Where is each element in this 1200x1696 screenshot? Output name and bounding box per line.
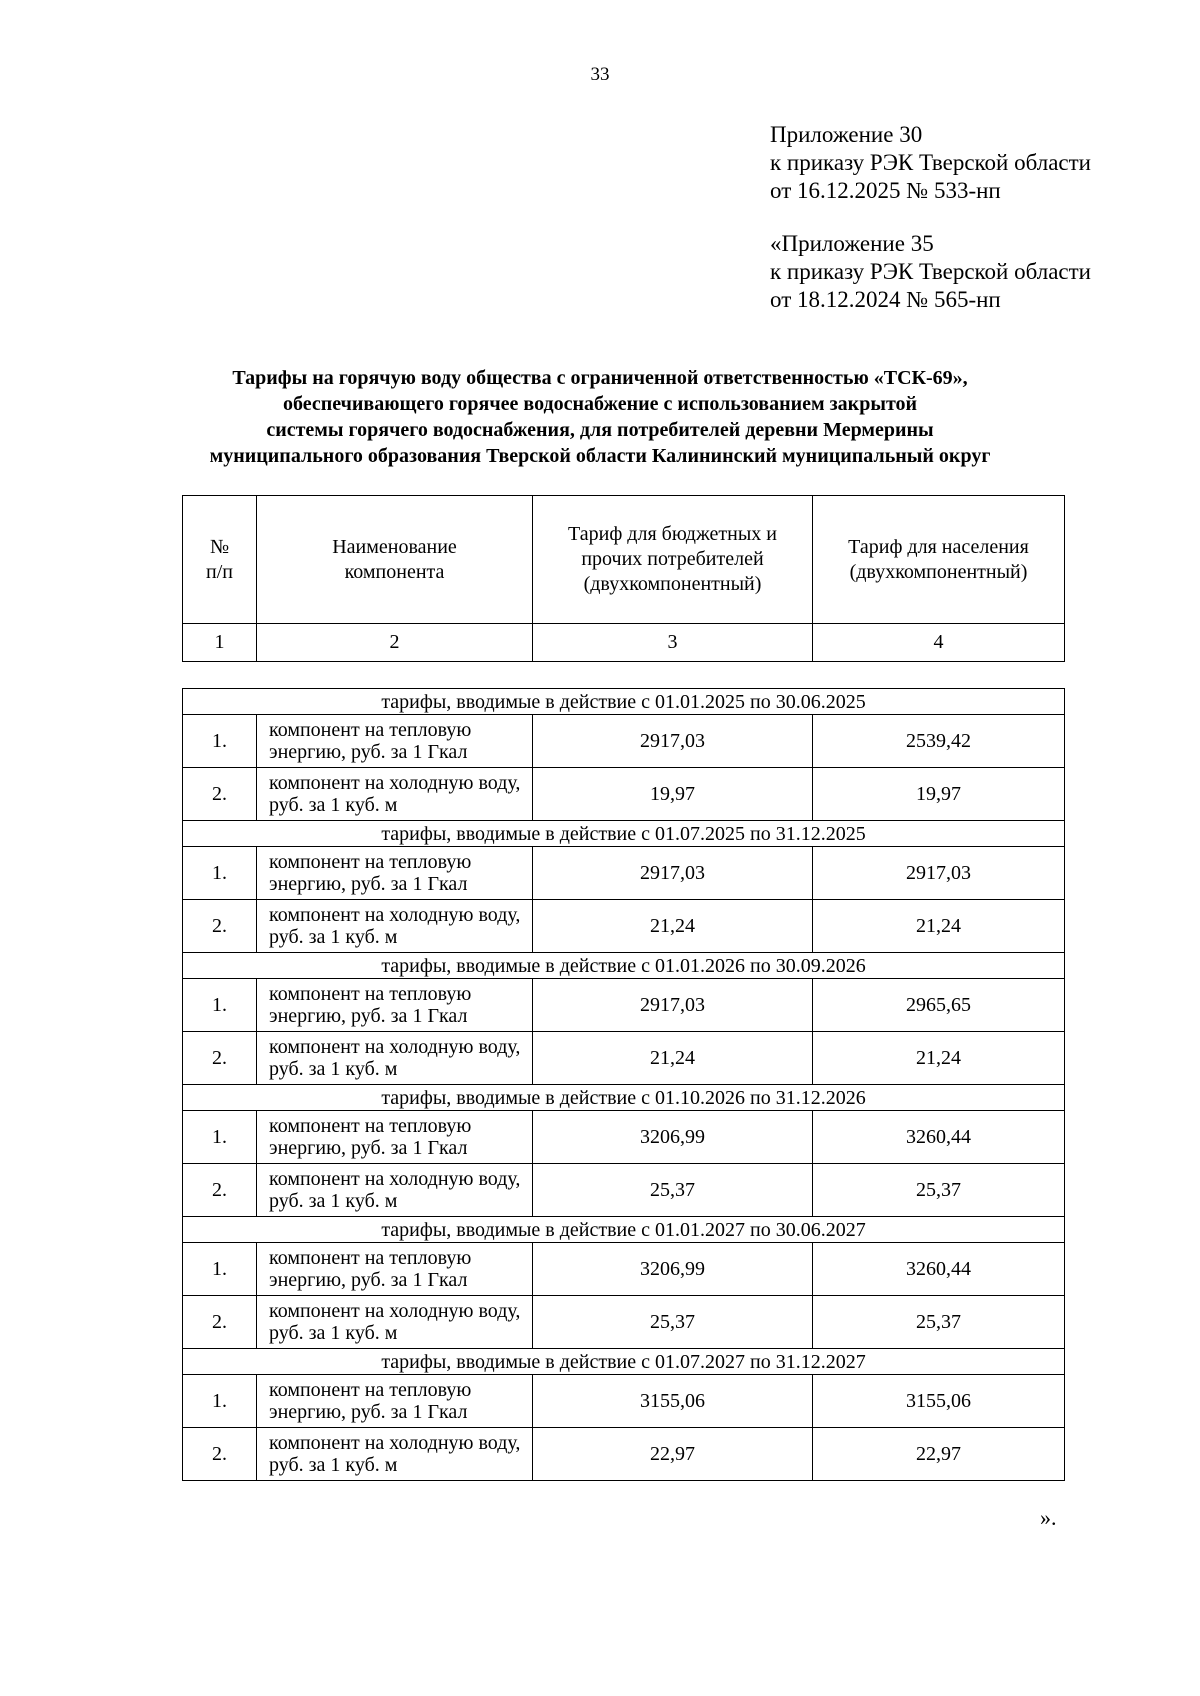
document-title [150, 365, 1050, 469]
period-label: тарифы, вводимые в действие с 01.01.2027 по 30.06.2027 [183, 1217, 1065, 1243]
row-number: 1. [183, 1243, 257, 1296]
component-name: компонент на тепловую энергию, руб. за 1 Гкал [257, 715, 533, 768]
tariff-row [183, 979, 1065, 1032]
title-line: Тарифы на горячую воду общества с ограниченной ответственностью «ТСК-69», [232, 367, 968, 389]
tariff-table-body [183, 689, 1065, 1481]
period-row [183, 821, 1065, 847]
budget-tariff: 21,24 [533, 1032, 813, 1085]
period-label: тарифы, вводимые в действие с 01.07.2027 по 31.12.2027 [183, 1349, 1065, 1375]
annex-amended-reference [770, 230, 1091, 314]
column-number-row [183, 624, 1065, 662]
annex-amended-line: от 18.12.2024 № 565-нп [770, 287, 1001, 312]
annex-amended-line: к приказу РЭК Тверской области [770, 259, 1091, 284]
component-name: компонент на тепловую энергию, руб. за 1 Гкал [257, 979, 533, 1032]
header-budget: Тариф для бюджетных и прочих потребителей (двухкомпонентный) [533, 496, 813, 624]
page-number: 33 [590, 64, 610, 85]
period-row [183, 1085, 1065, 1111]
budget-tariff: 19,97 [533, 768, 813, 821]
header-name: Наименование компонента [257, 496, 533, 624]
period-row [183, 1217, 1065, 1243]
title-line: системы горячего водоснабжения, для потребителей деревни Мермерины [266, 419, 934, 441]
header-population: Тариф для населения (двухкомпонентный) [813, 496, 1065, 624]
tariff-table [182, 688, 1065, 1481]
period-row [183, 1349, 1065, 1375]
row-number: 1. [183, 715, 257, 768]
population-tariff: 22,97 [813, 1428, 1065, 1481]
component-name: компонент на холодную воду, руб. за 1 куб. м [257, 1296, 533, 1349]
period-label: тарифы, вводимые в действие с 01.01.2025 по 30.06.2025 [183, 689, 1065, 715]
tariff-row [183, 900, 1065, 953]
row-number: 2. [183, 1296, 257, 1349]
row-number: 2. [183, 1032, 257, 1085]
budget-tariff: 21,24 [533, 900, 813, 953]
population-tariff: 21,24 [813, 1032, 1065, 1085]
annex-current-line: к приказу РЭК Тверской области [770, 150, 1091, 175]
component-name: компонент на тепловую энергию, руб. за 1 Гкал [257, 1111, 533, 1164]
component-name: компонент на холодную воду, руб. за 1 куб. м [257, 1032, 533, 1085]
component-name: компонент на холодную воду, руб. за 1 куб. м [257, 1164, 533, 1217]
population-tariff: 21,24 [813, 900, 1065, 953]
tariff-row [183, 1032, 1065, 1085]
header-table [182, 495, 1065, 662]
budget-tariff: 2917,03 [533, 979, 813, 1032]
tariff-row [183, 1296, 1065, 1349]
component-name: компонент на тепловую энергию, руб. за 1 Гкал [257, 1243, 533, 1296]
population-tariff: 3155,06 [813, 1375, 1065, 1428]
row-number: 2. [183, 768, 257, 821]
budget-tariff: 25,37 [533, 1164, 813, 1217]
column-number: 1 [183, 624, 257, 662]
tariff-row [183, 1164, 1065, 1217]
row-number: 1. [183, 1375, 257, 1428]
budget-tariff: 22,97 [533, 1428, 813, 1481]
tariff-row [183, 1375, 1065, 1428]
budget-tariff: 25,37 [533, 1296, 813, 1349]
budget-tariff: 2917,03 [533, 715, 813, 768]
row-number: 2. [183, 1428, 257, 1481]
column-number: 2 [257, 624, 533, 662]
header-row [183, 496, 1065, 624]
annex-current-reference [770, 121, 1091, 205]
budget-tariff: 3155,06 [533, 1375, 813, 1428]
budget-tariff: 2917,03 [533, 847, 813, 900]
tariff-row [183, 847, 1065, 900]
budget-tariff: 3206,99 [533, 1111, 813, 1164]
row-number: 1. [183, 847, 257, 900]
row-number: 1. [183, 1111, 257, 1164]
component-name: компонент на холодную воду, руб. за 1 куб. м [257, 900, 533, 953]
population-tariff: 25,37 [813, 1296, 1065, 1349]
component-name: компонент на тепловую энергию, руб. за 1 Гкал [257, 1375, 533, 1428]
population-tariff: 2965,65 [813, 979, 1065, 1032]
column-number: 3 [533, 624, 813, 662]
annex-amended-line: «Приложение 35 [770, 231, 934, 256]
population-tariff: 2539,42 [813, 715, 1065, 768]
component-name: компонент на тепловую энергию, руб. за 1 Гкал [257, 847, 533, 900]
closing-quote: ». [1040, 1505, 1057, 1530]
tariff-row [183, 1111, 1065, 1164]
tariff-row [183, 1243, 1065, 1296]
row-number: 2. [183, 1164, 257, 1217]
row-number: 2. [183, 900, 257, 953]
budget-tariff: 3206,99 [533, 1243, 813, 1296]
population-tariff: 3260,44 [813, 1111, 1065, 1164]
annex-current-line: Приложение 30 [770, 122, 923, 147]
population-tariff: 3260,44 [813, 1243, 1065, 1296]
period-label: тарифы, вводимые в действие с 01.10.2026 по 31.12.2026 [183, 1085, 1065, 1111]
title-line: обеспечивающего горячее водоснабжение с использованием закрытой [282, 393, 918, 415]
population-tariff: 19,97 [813, 768, 1065, 821]
column-number: 4 [813, 624, 1065, 662]
tariff-row [183, 715, 1065, 768]
population-tariff: 2917,03 [813, 847, 1065, 900]
tariff-row [183, 768, 1065, 821]
period-row [183, 953, 1065, 979]
title-line: муниципального образования Тверской области Калининский муниципальный округ [209, 445, 991, 467]
component-name: компонент на холодную воду, руб. за 1 куб. м [257, 768, 533, 821]
component-name: компонент на холодную воду, руб. за 1 куб. м [257, 1428, 533, 1481]
annex-current-line: от 16.12.2025 № 533-нп [770, 178, 1001, 203]
population-tariff: 25,37 [813, 1164, 1065, 1217]
period-row [183, 689, 1065, 715]
row-number: 1. [183, 979, 257, 1032]
tariff-row [183, 1428, 1065, 1481]
period-label: тарифы, вводимые в действие с 01.01.2026 по 30.09.2026 [183, 953, 1065, 979]
period-label: тарифы, вводимые в действие с 01.07.2025 по 31.12.2025 [183, 821, 1065, 847]
header-no: № п/п [183, 496, 257, 624]
